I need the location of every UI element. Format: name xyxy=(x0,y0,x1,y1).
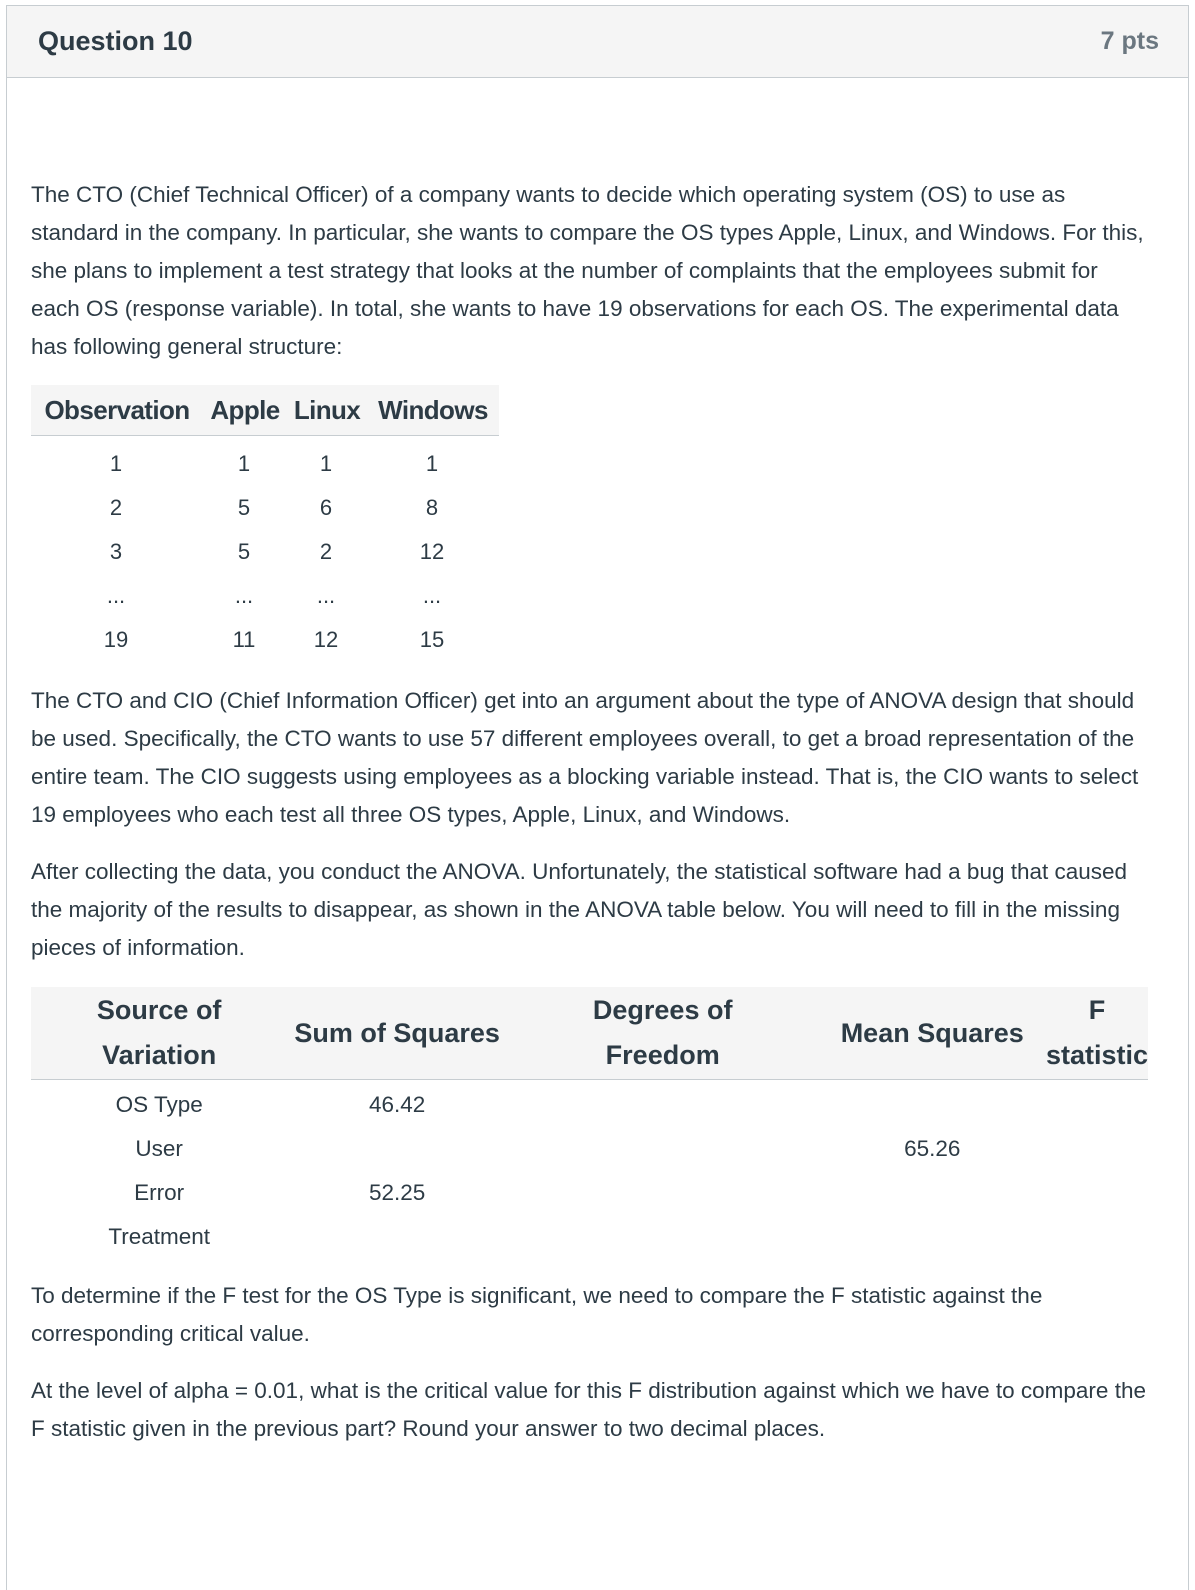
table-row xyxy=(31,618,499,662)
argument-paragraph: The CTO and CIO (Chief Information Officer) get into an argument about the type of ANOVA design that should be used. Specifically, the CTO wants to use 57 different employees overall, to get a broad representation of the entire team. The CIO suggests using employees as a blocking variable instead. That is, the CIO wants to select 19 employees who each test all three OS types, Apple, Linux, and Windows. xyxy=(31,688,1139,827)
cell: 5 xyxy=(237,495,251,520)
cell xyxy=(819,1080,1046,1128)
cell: 3 xyxy=(109,539,123,564)
cell: ... xyxy=(234,583,254,608)
table-row xyxy=(31,1127,1148,1171)
cell: Error xyxy=(134,1180,185,1205)
cell: 1 xyxy=(425,451,439,476)
cell xyxy=(507,1171,819,1215)
col-header-source: Source of Variation xyxy=(31,987,287,1080)
col-header-sum-squares: Sum of Squares xyxy=(287,987,507,1080)
cell xyxy=(1046,1215,1148,1259)
question-body xyxy=(31,176,1151,1448)
cell: User xyxy=(135,1136,183,1161)
table-row xyxy=(31,436,499,487)
cell xyxy=(1046,1171,1148,1215)
cell: ... xyxy=(106,583,126,608)
cell: 46.42 xyxy=(368,1092,426,1117)
cell: 8 xyxy=(425,495,439,520)
cell xyxy=(819,1171,1046,1215)
cell: 15 xyxy=(419,627,445,652)
cell: 12 xyxy=(419,539,445,564)
cell: 12 xyxy=(313,627,339,652)
cell: Treatment xyxy=(108,1224,211,1249)
anova-table xyxy=(31,987,1148,1259)
table-row xyxy=(31,1171,1148,1215)
observation-table xyxy=(31,385,499,662)
cell: 1 xyxy=(109,451,123,476)
question-header xyxy=(7,6,1188,78)
cell: 1 xyxy=(237,451,251,476)
table-row xyxy=(31,1215,1148,1259)
question-title: Question 10 xyxy=(38,26,193,56)
cell xyxy=(507,1127,819,1171)
cell: 19 xyxy=(103,627,129,652)
cell: 11 xyxy=(232,627,256,652)
col-header-windows: Windows xyxy=(365,385,499,436)
intro-paragraph: The CTO (Chief Technical Officer) of a company wants to decide which operating system (OS) to use as standard in the company. In particular, she wants to compare the OS types Apple, Linux, and Windows. For this, she plans to implement a test strategy that looks at the number of complaints that the employees submit for each OS (response variable). In total, she wants to have 19 observations for each OS. The experimental data has following general structure: xyxy=(31,182,1144,359)
col-header-apple: Apple xyxy=(201,385,287,436)
cell: ... xyxy=(422,583,442,608)
after-paragraph: After collecting the data, you conduct the ANOVA. Unfortunately, the statistical software had a bug that caused the majority of the results to disappear, as shown in the ANOVA table below. You will need to fill in the missing pieces of information. xyxy=(31,859,1128,960)
cell xyxy=(819,1215,1046,1259)
cell xyxy=(287,1215,507,1259)
determine-paragraph: To determine if the F test for the OS Type is significant, we need to compare the F statistic against the corresponding critical value. xyxy=(31,1283,1043,1346)
col-header-observation: Observation xyxy=(31,385,201,436)
cell xyxy=(507,1080,819,1128)
cell: 52.25 xyxy=(368,1180,426,1205)
cell: 2 xyxy=(319,539,333,564)
col-header-df: Degrees of Freedom xyxy=(507,987,819,1080)
cell: 6 xyxy=(319,495,333,520)
table-row xyxy=(31,486,499,530)
col-header-f-statistic: F statistic xyxy=(1046,987,1148,1080)
table-row xyxy=(31,530,499,574)
cell xyxy=(1046,1127,1148,1171)
cell: 2 xyxy=(109,495,123,520)
cell: OS Type xyxy=(115,1092,203,1117)
table-row xyxy=(31,574,499,618)
cell: 65.26 xyxy=(904,1136,961,1161)
table-row xyxy=(31,1080,1148,1128)
question-paragraph: At the level of alpha = 0.01, what is the critical value for this F distribution against which we have to compare the F statistic given in the previous part? Round your answer to two decimal places. xyxy=(31,1378,1146,1441)
cell xyxy=(507,1215,819,1259)
cell: 5 xyxy=(237,539,251,564)
col-header-mean-squares: Mean Squares xyxy=(819,987,1046,1080)
col-header-linux: Linux xyxy=(287,385,365,436)
cell: 1 xyxy=(319,451,333,476)
question-points: 7 pts xyxy=(1100,27,1159,55)
cell: ... xyxy=(316,583,336,608)
cell xyxy=(287,1127,507,1171)
cell xyxy=(1046,1080,1148,1128)
